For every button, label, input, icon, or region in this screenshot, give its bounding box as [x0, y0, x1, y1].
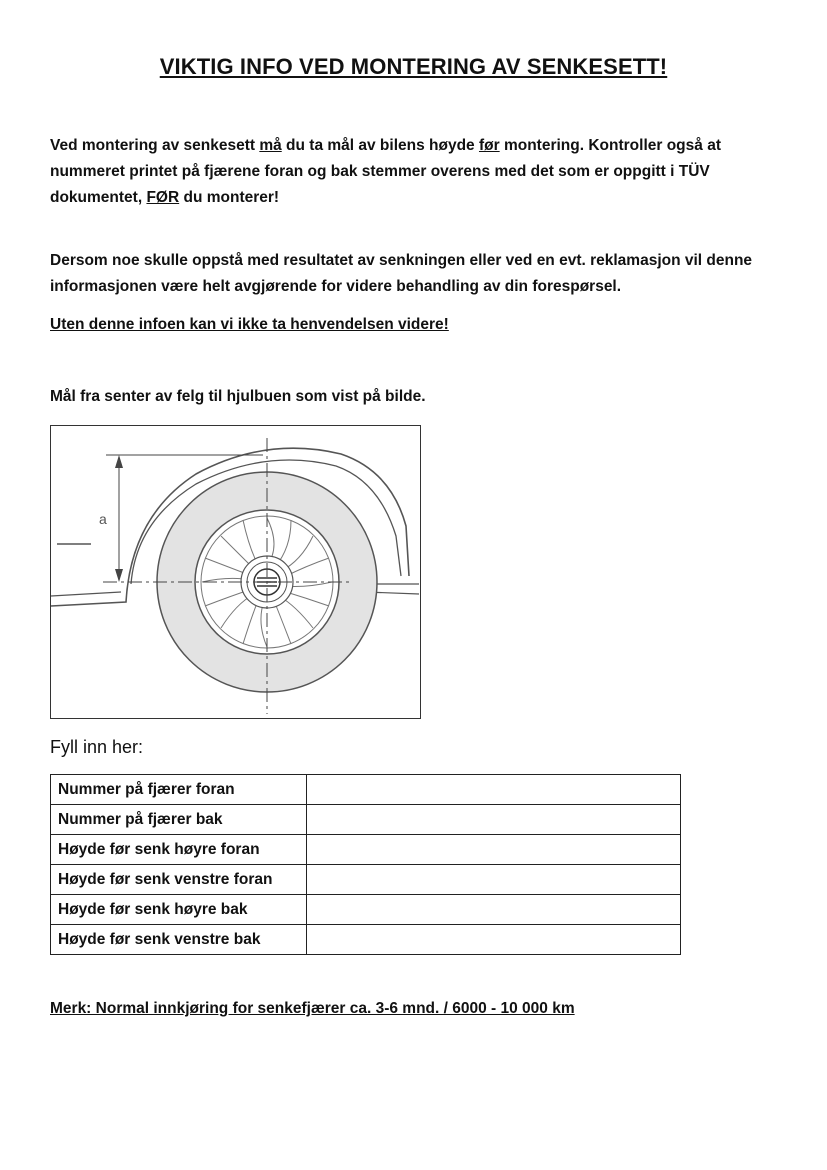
row-value-field[interactable]: [307, 925, 681, 955]
intro-text-1: Ved montering av senkesett: [50, 137, 260, 154]
intro-text-2: du ta mål av bilens høyde: [281, 137, 479, 154]
table-row: [51, 775, 681, 805]
table-row: [51, 805, 681, 835]
intro-text-4: du monterer!: [179, 189, 280, 206]
fill-in-label: Fyll inn her:: [50, 737, 144, 757]
row-value-field[interactable]: [307, 775, 681, 805]
row-label: Høyde før senk høyre bak: [51, 895, 307, 925]
intro-emphasis-FOR: FØR: [146, 189, 180, 206]
intro-paragraph: [50, 133, 780, 211]
intro-text-3: montering. Kontroller også at nummeret printet på fjærene foran og bak stemmer overens med det som er oppgitt i TÜV dokumentet,: [50, 137, 721, 206]
wheel-arch-measurement-diagram-icon: [51, 426, 419, 717]
break-in-note: Merk: Normal innkjøring for senkefjærer ca. 3-6 mnd. / 6000 - 10 000 km: [50, 1000, 575, 1017]
intro-emphasis-for: før: [478, 137, 500, 154]
measure-instruction: Mål fra senter av felg til hjulbuen som vist på bilde.: [50, 388, 426, 405]
dimension-label: a: [99, 511, 107, 527]
reason-paragraph: Dersom noe skulle oppstå med resultatet av senkningen eller ved en evt. reklamasjon vil denne informasjonen være helt avgjørende for videre behandling av din forespørsel.: [50, 252, 753, 295]
measurement-form-table: [50, 774, 681, 955]
row-value-field[interactable]: [307, 895, 681, 925]
row-label: Høyde før senk høyre foran: [51, 835, 307, 865]
row-label: Høyde før senk venstre bak: [51, 925, 307, 955]
row-label: Nummer på fjærer bak: [51, 805, 307, 835]
row-label: Nummer på fjærer foran: [51, 775, 307, 805]
warning-paragraph: Uten denne infoen kan vi ikke ta henvendelsen videre!: [50, 316, 449, 333]
row-value-field[interactable]: [307, 805, 681, 835]
row-value-field[interactable]: [307, 865, 681, 895]
intro-emphasis-ma: må: [259, 137, 282, 154]
row-value-field[interactable]: [307, 835, 681, 865]
table-row: [51, 865, 681, 895]
row-label: Høyde før senk venstre foran: [51, 865, 307, 895]
table-row: [51, 895, 681, 925]
wheel-arch-figure: [50, 425, 421, 719]
table-row: [51, 835, 681, 865]
table-row: [51, 925, 681, 955]
page-title: VIKTIG INFO VED MONTERING AV SENKESETT!: [159, 54, 668, 79]
